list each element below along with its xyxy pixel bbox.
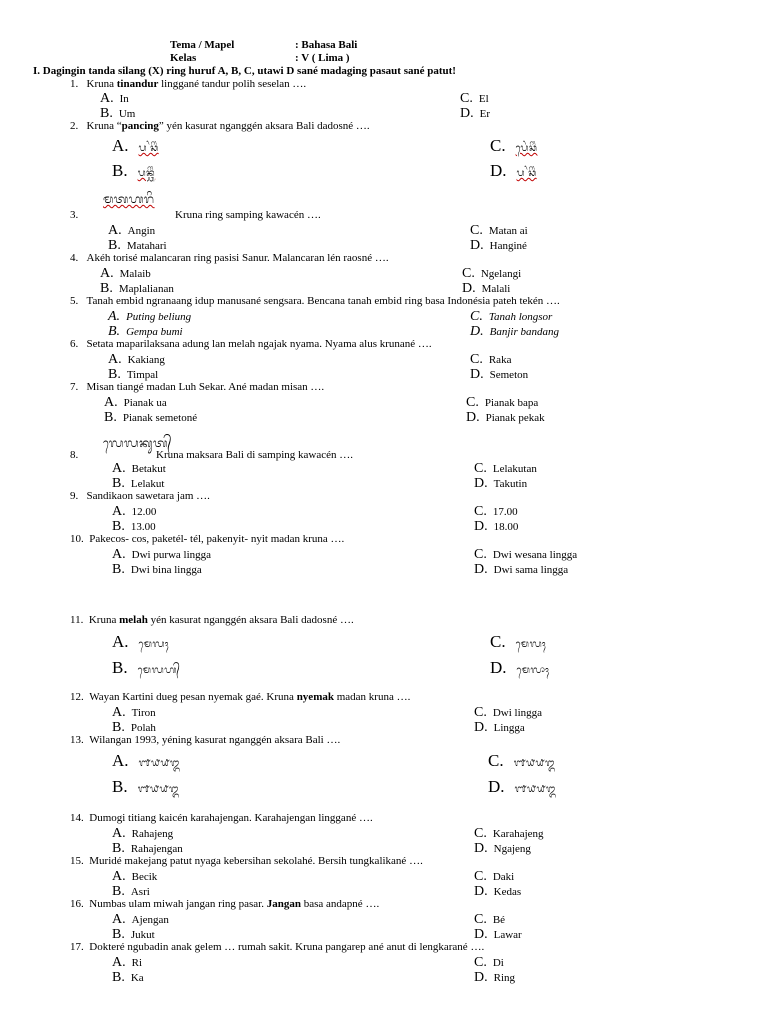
question-15: 15. Muridé makejang patut nyaga kebersihan sekolahé. Bersih tungkalikané ….	[70, 855, 423, 867]
q9-option-a: A. 12.00	[112, 504, 157, 519]
question-10: 10. Pakecos- cos, paketél- tél, pakenyit- nyit madan kruna ….	[70, 533, 345, 545]
q1-option-b: B. Um	[100, 106, 136, 121]
q7-option-c: C. Pianak bapa	[466, 395, 539, 410]
q16-option-d: D. Lawar	[474, 927, 522, 942]
q4-option-d: D. Malali	[462, 281, 511, 296]
q8-option-c: C. Lelakutan	[474, 461, 537, 476]
q7-option-a: A. Pianak ua	[104, 395, 167, 410]
question-17: 17. Dokteré ngubadin anak gelem … rumah sakit. Kruna pangarep ané anut di lengkarané ….	[70, 941, 485, 953]
q15-option-d: D. Kedas	[474, 884, 522, 899]
question-1: 1. Kruna tinandur linggané tandur polih seselan ….	[70, 78, 307, 90]
q13-option-b: B. ᭑᭙᭙᭓	[112, 777, 180, 796]
q12-option-a: A. Tiron	[112, 705, 156, 720]
q3-option-b: B. Matahari	[108, 238, 167, 253]
q15-option-c: C. Daki	[474, 869, 515, 884]
q11-option-c: C. ᬫᬾᬮᬄ	[490, 632, 547, 651]
q8-option-b: B. Lelakut	[112, 476, 165, 491]
q9-option-c: C. 17.00	[474, 504, 518, 519]
q8-balinese-glyph: ᬮᬾᬮᬓᬸᬢ᭄	[103, 436, 173, 450]
q4-option-a: A. Malaib	[100, 266, 151, 281]
q13-option-a: A. ᭑᭙᭙᭓	[112, 751, 181, 770]
q3-option-c: C. Matan ai	[470, 223, 528, 238]
q14-option-b: B. Rahajengan	[112, 841, 183, 856]
question-9: 9. Sandikaon sawetara jam ….	[70, 490, 210, 502]
question-8: 8. Kruna maksara Bali di samping kawacén ….	[70, 449, 354, 461]
q5-option-c: C. Tanah longsor	[470, 309, 553, 324]
q13-option-d: D. ᭑᭙᭙᭓	[488, 777, 557, 796]
q16-option-c: C. Bé	[474, 912, 506, 927]
q2-option-c: C. ᬧᬾᬂᬘᬶᬂ	[490, 136, 538, 155]
question-14: 14. Dumogi titiang kaicén karahajengan. Karahajengan linggané ….	[70, 812, 373, 824]
q15-option-b: B. Asri	[112, 884, 150, 899]
question-5: 5. Tanah embid ngranaang idup manusané sengsara. Bencana tanah embid ring basa Indonésia pateh tekén ….	[70, 295, 560, 307]
q6-option-b: B. Timpal	[108, 367, 159, 382]
q6-option-a: A. Kakiang	[108, 352, 165, 367]
q12-option-d: D. Lingga	[474, 720, 525, 735]
kelas-label: Kelas	[170, 52, 197, 64]
q9-option-b: B. 13.00	[112, 519, 156, 534]
q5-option-b: B. Gempa bumi	[108, 324, 183, 339]
q10-option-b: B. Dwi bina lingga	[112, 562, 202, 577]
q11-option-a: A. ᬫᬾᬮᬄ	[112, 632, 170, 651]
q17-option-c: C. Di	[474, 955, 504, 970]
q14-option-a: A. Rahajeng	[112, 826, 174, 841]
q15-option-a: A. Becik	[112, 869, 158, 884]
question-11: 11. Kruna melah yén kasurat nganggén aksara Bali dadosné ….	[70, 614, 354, 626]
q13-option-c: C. ᭑᭙᭙᭓	[488, 751, 556, 770]
q5-option-d: D. Banjir bandang	[470, 324, 559, 339]
q1-option-c: C. El	[460, 91, 489, 106]
tema-value: : Bahasa Bali	[295, 39, 358, 51]
question-16: 16. Numbas ulam miwah jangan ring pasar. Jangan basa andapné ….	[70, 898, 380, 910]
question-13: 13. Wilangan 1993, yéning kasurat nganggén aksara Bali ….	[70, 734, 341, 746]
q6-option-c: C. Raka	[470, 352, 512, 367]
q8-option-a: A. Betakut	[112, 461, 166, 476]
q2-option-b: B. ᬧᬦ᭄ᬘᬶᬂ	[112, 161, 156, 180]
q12-option-c: C. Dwi lingga	[474, 705, 543, 720]
q16-option-b: B. Jukut	[112, 927, 155, 942]
kelas-value: : V ( Lima )	[295, 52, 350, 64]
question-2: 2. Kruna “pancing” yén kasurat nganggén aksara Bali dadosné ….	[70, 120, 370, 132]
q12-option-b: B. Polah	[112, 720, 156, 735]
question-3: 3. Kruna ring samping kawacén ….	[70, 209, 321, 221]
q17-option-d: D. Ring	[474, 970, 516, 985]
question-number: 1.	[70, 78, 79, 90]
q2-option-a: A. ᬧ ᬂᬘᬶᬂ	[112, 136, 159, 155]
q4-option-b: B. Maplalianan	[100, 281, 174, 296]
question-4: 4. Akéh torisé malancaran ring pasisi Sanur. Malancaran lén raosné ….	[70, 252, 389, 264]
q7-option-b: B. Pianak semetoné	[104, 410, 198, 425]
q10-option-c: C. Dwi wesana lingga	[474, 547, 578, 562]
q10-option-a: A. Dwi purwa lingga	[112, 547, 212, 562]
q8-option-d: D. Takutin	[474, 476, 528, 491]
q16-option-a: A. Ajengan	[112, 912, 169, 927]
q17-option-b: B. Ka	[112, 970, 144, 985]
q5-option-a: A. Puting beliung	[108, 309, 192, 324]
q2-option-d: D. ᬧ ᬂᬘᬶᬂ	[490, 161, 537, 180]
tema-label: Tema / Mapel	[170, 39, 235, 51]
q9-option-d: D. 18.00	[474, 519, 519, 534]
question-7: 7. Misan tiangé madan Luh Sekar. Ané madan misan ….	[70, 381, 325, 393]
question-6: 6. Setata maparilaksana adung lan melah ngajak nyama. Nyama alus krunané ….	[70, 338, 432, 350]
q6-option-d: D. Semeton	[470, 367, 529, 382]
q14-option-c: C. Karahajeng	[474, 826, 544, 841]
q4-option-c: C. Ngelangi	[462, 266, 522, 281]
q11-option-d: D. ᬫᬾᬮᬵᬄ	[490, 658, 550, 677]
q11-option-b: B. ᬫᬾᬮᬳ᭄	[112, 658, 181, 677]
q1-option-d: D. Er	[460, 106, 491, 121]
q17-option-a: A. Ri	[112, 955, 143, 970]
q1-option-a: A. In	[100, 91, 129, 106]
q3-balinese-glyph: ᬫᬢᬳᬭᬶ	[103, 192, 155, 206]
question-12: 12. Wayan Kartini dueg pesan nyemak gaé. Kruna nyemak madan kruna ….	[70, 691, 411, 703]
q10-option-d: D. Dwi sama lingga	[474, 562, 569, 577]
q14-option-d: D. Ngajeng	[474, 841, 531, 856]
q3-option-a: A. Angin	[108, 223, 156, 238]
q7-option-d: D. Pianak pekak	[466, 410, 545, 425]
section-instruction: I. Dagingin tanda silang (X) ring huruf A, B, C, utawi D sané madaging pasaut sané patut!	[33, 65, 456, 77]
q3-option-d: D. Hanginé	[470, 238, 527, 253]
